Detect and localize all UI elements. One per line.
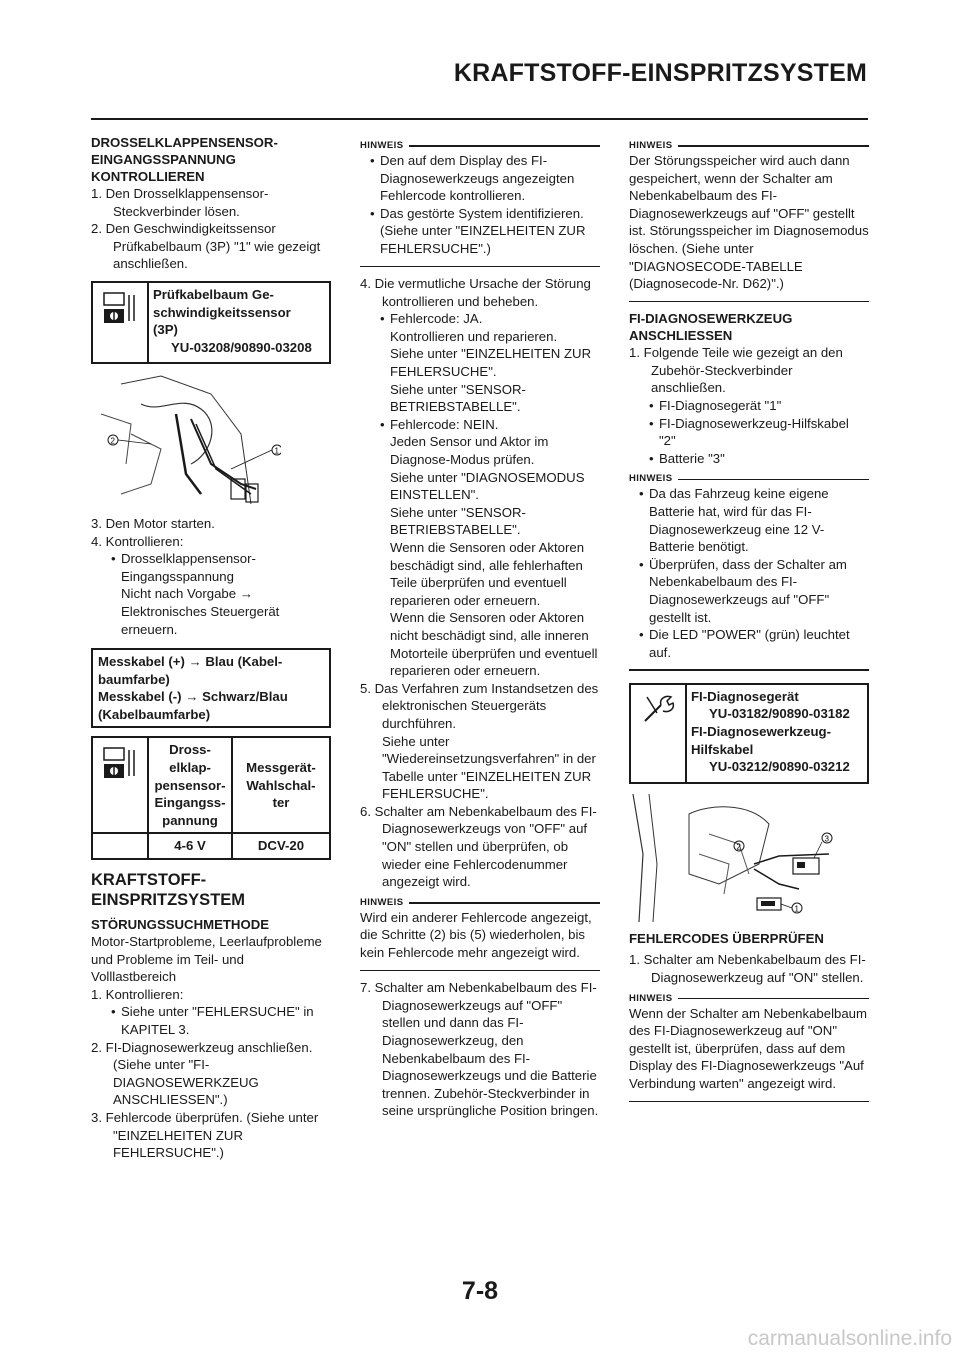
table-header-cell: Messgerät- Wahlschal- ter	[246, 760, 316, 811]
hinweis-note: HINWEIS Wird ein anderer Fehlercode angezeigt, die Schritte (2) bis (5) wiederholen, bis kein Fehlercode mehr angezeigt wird.	[360, 897, 600, 971]
special-tool-box: FI-Diagnosegerät YU-03182/90890-03182 FI-Diagnosewerkzeug- Hilfskabel YU-03212/90890-03212	[629, 683, 869, 784]
callout-3: 3	[824, 834, 829, 844]
callout-2: 2	[736, 842, 741, 852]
bullet: • Fehlercode: JA.	[360, 310, 600, 328]
hinweis-note: HINWEIS Wenn der Schalter am Nebenkabelbaum des FI-Diagnosewerkzeug auf "ON" gestellt ist, überprüfen, dass auf dem Display des FI-Diagnosewerkzeugs "Auf Verbindung warten" angezeigt wird.	[629, 993, 869, 1102]
step-1: 1. Schalter am Nebenkabelbaum des FI-Diagnosewerkzeug auf "ON" stellen.	[629, 952, 866, 985]
callout-1: 1	[274, 446, 279, 456]
bullet: • Fehlercode: NEIN.	[360, 416, 600, 434]
callout-1: 1	[794, 904, 799, 914]
step-1: 1. Folgende Teile wie gezeigt an den Zubehör-Steckverbinder anschließen.	[629, 345, 843, 396]
table-cell: 4-6 V	[149, 834, 233, 858]
bullet: • Siehe unter "FEHLERSUCHE" in KAPITEL 3.	[91, 1003, 331, 1038]
page-number: 7-8	[461, 1277, 499, 1305]
column-2: HINWEIS • Den auf dem Display des FI-Diagnosewerkzeugs angezeigten Fehlercode kontrollieren. • Das gestörte System identifizieren. (Siehe unter "EINZELHEITEN ZUR FEHLERSUCHE".) 4. Die vermutliche Ursache der Störung kontrollieren und beheben. • Fehlercode: JA. Kontrollieren und reparieren. Siehe unter "EINZELHEITEN ZUR FEHLERSUCHE". Siehe unter "SENSOR-BETRIEBSTABELLE". • Fehlercode: NEIN. Jeden Sensor und Aktor im Diagnose-Modus prüfen. Siehe unter "DIAGNOSEMODUS EINSTELLEN". Siehe unter "SENSOR-BETRIEBSTABELLE". Wenn die Sensoren oder Aktoren beschädigt sind, alle fehlerhaften Teile überprüfen und eventuell reparieren oder erneuern. Wenn die Sensoren oder Aktoren nicht beschädigt sind, alle inneren Motorteile überprüfen und eventuell reparieren oder erneuern. 5. Das Verfahren zum Instandsetzen des elektronischen Steuergeräts durchführen. Siehe unter "Wiedereinsetzungsverfahren" in der Tabelle unter "EINZELHEITEN ZUR FEHLERSUCHE". 6. Schalter am Nebenkabelbaum des FI-Diagnosewerkzeugs von "OFF" auf "ON" stellen und überprüfen, ob wieder eine Fehlercodenummer angezeigt wird. HINWEIS Wird ein anderer Fehlercode angezeigt, die Schritte (2) bis (5) wiederholen, bis kein Fehlercode mehr angezeigt wird. 7. Schalter am Nebenkabelbaum des FI-Diagnosewerkzeugs auf "OFF" stellen und dann das FI-Diagnosewerkzeug, den Nebenkabelbaum des FI-Diagnosewerkzeugs und die Batterie trennen. Zubehör-Steckverbinder in seine ursprüngliche Position bringen.	[360, 134, 600, 1120]
wrench-icon	[631, 685, 687, 782]
measurement-table	[91, 736, 331, 860]
section-title: KRAFTSTOFF- EINSPRITZSYSTEM	[91, 871, 246, 910]
step-1: 1. Den Drosselklappensensor-Steckverbinder lösen.	[91, 186, 269, 219]
section-heading: FEHLERCODES ÜBERPRÜFEN	[629, 931, 824, 947]
step-3: 3. Fehlercode überprüfen. (Siehe unter "EINZELHEITEN ZUR FEHLERSUCHE".)	[91, 1109, 319, 1161]
section-heading: DROSSELKLAPPENSENSOR- EINGANGSSPANNUNG KONTROLLIEREN	[91, 135, 278, 184]
multimeter-icon	[93, 283, 149, 362]
step-4: 4. Die vermutliche Ursache der Störung kontrollieren und beheben.	[360, 276, 591, 309]
table-header-cell: Dross- elklap- pensensor- Eingangss- pannung	[149, 738, 233, 832]
page-title: KRAFTSTOFF-EINSPRITZSYSTEM	[453, 59, 867, 87]
step-3: 3. Den Motor starten.	[91, 515, 215, 531]
step-1: 1. Kontrollieren:	[91, 986, 184, 1002]
bullet: • FI-Diagnosewerkzeug-Hilfskabel "2"	[629, 415, 869, 450]
section-heading: FI-DIAGNOSEWERKZEUG ANSCHLIESSEN	[629, 311, 793, 344]
step-7: 7. Schalter am Nebenkabelbaum des FI-Diagnosewerkzeugs auf "OFF" stellen und dann das FI-Diagnosewerkzeug, den Nebenkabelbaum des FI-Diagnosewerkzeugs und die Batterie trennen. Zubehör-Steckverbinder in seine ursprüngliche Position bringen.	[360, 980, 599, 1119]
intro-text: Motor-Startprobleme, Leerlaufprobleme und Probleme im Teil- und Volllastbereich	[91, 934, 322, 985]
hinweis-note: HINWEIS • Den auf dem Display des FI-Diagnosewerkzeugs angezeigten Fehlercode kontrollieren. • Das gestörte System identifizieren. (Siehe unter "EINZELHEITEN ZUR FEHLERSUCHE".)	[360, 140, 600, 267]
bullet: • Batterie "3"	[629, 450, 869, 468]
step-2: 2. FI-Diagnosewerkzeug anschließen. (Siehe unter "FI-DIAGNOSEWERKZEUG ANSCHLIESSEN".)	[91, 1039, 313, 1108]
throttle-sensor-illustration	[91, 374, 331, 511]
special-tool-box: Prüfkabelbaum Ge- schwindigkeitssensor (3P) YU-03208/90890-03208	[91, 281, 331, 364]
bullet: • Drosselklappensensor-Eingangsspannung	[91, 550, 331, 585]
watermark: carmanualsonline.info	[747, 1327, 952, 1350]
title-rule	[91, 118, 868, 120]
tester-lead-spec: Messkabel (+) → Blau (Kabel- baumfarbe) Messkabel (-) → Schwarz/Blau (Kabelbaumfarbe)	[91, 648, 331, 728]
column-3	[629, 134, 869, 1110]
hinweis-note: HINWEIS • Da das Fahrzeug keine eigene Batterie hat, wird für das FI-Diagnosewerkzeug eine 12 V-Batterie benötigt. • Überprüfen, dass der Schalter am Nebenkabelbaum des FI-Diagnosewerkzeugs auf "OFF" gestellt ist. • Die LED "POWER" (grün) leuchtet auf.	[629, 473, 869, 670]
column-1: DROSSELKLAPPENSENSOR- EINGANGSSPANNUNG KONTROLLIEREN 1. Den Drosselklappensensor-Steckverbinder lösen. 2. Den Geschwindigkeitssensor Prüfkabelbaum (3P) "1" wie gezeigt anschließen. Prüfkabelbaum Ge- schwindigkeitssensor (3P) YU-03208/90890-03208 2 1 3. Den Motor starten. 4. Kontrollieren: • Drosselklappensensor-Eingangsspannung Nicht nach Vorgabe → Elektronisches Steuergerät erneuern. Messkabel (+) → Blau (Kabel- baumfarbe) Messkabel (-) → Schwarz/Blau (Kabelbaumfarbe) Dross- elklap- pensensor- Eingangss- pannung Messgerät- Wahlschal- ter 4-6 V DCV-20 KRAFTSTOFF- EINSPRITZSYSTEM STÖRUNGSSUCHMETHODE Motor-Startprobleme, Leerlaufprobleme und Probleme im Teil- und Volllastbereich 1. Kontrollieren: • Siehe unter "FEHLERSUCHE" in KAPITEL 3. 2. FI-Diagnosewerkzeug anschließen. (Siehe unter "FI-DIAGNOSEWERKZEUG ANSCHLIESSEN".) 3. Fehlercode überprüfen. (Siehe unter "EINZELHEITEN ZUR FEHLERSUCHE".)	[91, 134, 331, 1162]
hinweis-note: HINWEIS Der Störungsspeicher wird auch dann gespeichert, wenn der Schalter am Nebenkabelbaum des FI-Diagnosewerkzeugs auf "OFF" gestellt ist. Störungsspeicher im Diagnosemodus löschen. (Siehe unter "DIAGNOSECODE-TABELLE (Diagnosecode-Nr. D62)".)	[629, 140, 869, 302]
callout-2: 2	[110, 436, 115, 446]
step-5: 5. Das Verfahren zum Instandsetzen des elektronischen Steuergeräts durchführen.	[360, 680, 599, 731]
step-2: 2. Den Geschwindigkeitssensor Prüfkabelbaum (3P) "1" wie gezeigt anschließen.	[91, 221, 321, 272]
step-4: 4. Kontrollieren:	[91, 533, 184, 549]
subsection-heading: STÖRUNGSSUCHMETHODE	[91, 917, 270, 933]
bullet: • FI-Diagnosegerät "1"	[629, 397, 869, 415]
table-cell: DCV-20	[257, 838, 305, 854]
multimeter-icon	[93, 738, 149, 832]
diagnostic-tool-illustration	[629, 794, 869, 927]
step-6: 6. Schalter am Nebenkabelbaum des FI-Diagnosewerkzeugs von "OFF" auf "ON" stellen und überprüfen, ob wieder eine Fehlercodenummer angezeigt wird.	[360, 803, 597, 890]
